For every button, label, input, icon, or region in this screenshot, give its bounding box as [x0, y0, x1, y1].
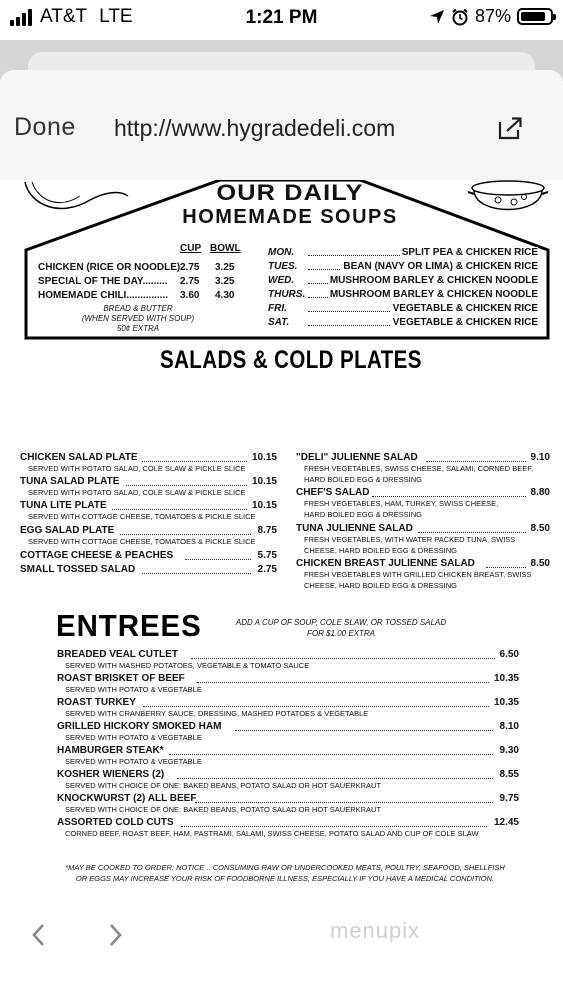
day-label: THURS.: [268, 289, 306, 300]
browser-toolbar: [0, 70, 563, 180]
disclaimer-line1: *MAY BE COOKED TO ORDER: NOTICE .. CONSUMING RAW OR UNDERCOOKED MEATS, POULTRY, SEAFOOD, SHELLFISH: [65, 863, 505, 872]
item-description: SERVED WITH COTTAGE CHEESE, TOMATOES & PICKLE SLICE: [28, 512, 256, 521]
chevron-left-icon[interactable]: [24, 920, 54, 950]
day-label: TUES.: [268, 261, 298, 272]
menu-item: [20, 564, 277, 575]
carrier-label: AT&T: [40, 6, 88, 27]
battery-percent: 87%: [474, 6, 511, 26]
network-label: LTE: [99, 6, 133, 27]
alarm-clock-icon: [451, 8, 469, 26]
menu-item: [296, 487, 550, 519]
share-icon[interactable]: [496, 114, 524, 142]
item-name: SMALL TOSSED SALAD: [20, 564, 136, 575]
menu-item: [296, 452, 550, 484]
daily-soup-row: [268, 289, 538, 303]
soup-cup-price: 2.75: [180, 262, 200, 273]
soup-item: [38, 290, 258, 304]
item-name: KNOCKWURST (2) ALL BEEF: [57, 793, 197, 804]
item-description: SERVED WITH MASHED POTATOES, VEGETABLE & TOMATO SAUCE: [65, 661, 310, 670]
item-name: CHICKEN BREAST JULIENNE SALAD: [296, 558, 475, 569]
day-label: WED.: [268, 275, 295, 286]
item-price: 6.50: [499, 649, 519, 660]
daily-soup-row: [268, 261, 538, 275]
item-price: 8.80: [530, 487, 550, 498]
item-description: FRESH VEGETABLES, SWISS CHEESE, SALAMI, CORNED BEEF,: [304, 464, 534, 473]
day-label: FRI.: [268, 303, 287, 314]
item-description: SERVED WITH CRANBERRY SAUCE, DRESSING, MASHED POTATOES & VEGETABLE: [65, 709, 369, 718]
item-name: GRILLED HICKORY SMOKED HAM: [57, 721, 222, 732]
item-description: SERVED WITH POTATO SALAD, COLE SLAW & PICKLE SLICE: [28, 488, 246, 497]
item-name: BREADED VEAL CUTLET: [57, 649, 178, 660]
soup-bowl-price: 3.25: [215, 262, 235, 273]
item-price: 10.35: [493, 697, 519, 708]
item-price: 2.75: [257, 564, 277, 575]
item-name: HAMBURGER STEAK*: [57, 745, 164, 756]
item-price: 9.10: [530, 452, 550, 463]
item-price: 12.45: [493, 817, 519, 828]
item-price: 8.50: [530, 558, 550, 569]
menupix-watermark: menupix: [330, 918, 421, 943]
cup-header: CUP: [180, 243, 202, 254]
salads-title: SALADS & COLD PLATES: [160, 346, 422, 374]
clock: 1:21 PM: [245, 7, 318, 28]
menu-item: [57, 745, 519, 766]
menu-item: [57, 697, 519, 718]
location-arrow-icon: [429, 9, 445, 25]
item-name: "DELI" JULIENNE SALAD: [296, 452, 418, 463]
item-price: 8.50: [530, 523, 550, 534]
soup-item: [38, 262, 258, 276]
menu-item: [57, 769, 519, 790]
menu-image: [20, 180, 550, 890]
item-name: ROAST TURKEY: [57, 697, 136, 708]
item-price: 8.10: [499, 721, 519, 732]
menu-item: [57, 673, 519, 694]
daily-soup-row: [268, 317, 538, 331]
daily-soup-row: [268, 275, 538, 289]
item-description: CHEESE, HARD BOILED EGG & DRESSING: [304, 581, 457, 590]
menu-item: [20, 452, 277, 473]
item-description: HARD BOILED EGG & DRESSING: [304, 475, 422, 484]
item-name: TUNA JULIENNE SALAD: [296, 523, 413, 534]
bread-note-price: 50¢ EXTRA: [116, 324, 160, 333]
spoon-decoration-icon: [20, 180, 130, 220]
item-description: CHEESE, HARD BOILED EGG & DRESSING: [304, 546, 457, 555]
browser-sheet: [0, 70, 563, 1000]
item-description: SERVED WITH COTTAGE CHEESE, TOMATOES & PICKLE SLICE: [28, 537, 256, 546]
item-price: 10.15: [251, 500, 277, 511]
soup-cup-price: 3.60: [180, 290, 200, 301]
menu-item: [20, 550, 277, 561]
day-soup: VEGETABLE & CHICKEN RICE: [392, 303, 538, 314]
entrees-note-line1: ADD A CUP OF SOUP, COLE SLAW, OR TOSSED SALAD: [235, 618, 447, 627]
item-price: 10.15: [251, 452, 277, 463]
item-name: CHICKEN SALAD PLATE: [20, 452, 138, 463]
day-soup: SPLIT PEA & CHICKEN RICE: [401, 247, 538, 258]
item-description: SERVED WITH CHOICE OF ONE: BAKED BEANS, POTATO SALAD OR HOT SAUERKRAUT: [65, 781, 382, 790]
item-description: SERVED WITH CHOICE OF ONE: BAKED BEANS, POTATO SALAD OR HOT SAUERKRAUT: [65, 805, 382, 814]
item-price: 5.75: [257, 550, 277, 561]
day-soup: MUSHROOM BARLEY & CHICKEN NOODLE: [329, 289, 538, 300]
day-label: SAT.: [268, 317, 290, 328]
day-soup: VEGETABLE & CHICKEN RICE: [392, 317, 538, 328]
item-name: CHEF'S SALAD: [296, 487, 370, 498]
soup-bowl-price: 3.25: [215, 276, 235, 287]
item-price: 8.75: [257, 525, 277, 536]
menu-item: [57, 793, 519, 814]
soup-bowl-price: 4.30: [215, 290, 235, 301]
item-description: SERVED WITH POTATO & VEGETABLE: [65, 757, 202, 766]
menu-item: [20, 476, 277, 497]
soups-title-line2: HOMEMADE SOUPS: [182, 206, 398, 228]
item-name: TUNA SALAD PLATE: [20, 476, 120, 487]
daily-soup-row: [268, 303, 538, 317]
item-price: 10.35: [493, 673, 519, 684]
item-description: FRESH VEGETABLES, WITH WATER PACKED TUNA, SWISS: [304, 535, 516, 544]
item-name: ROAST BRISKET OF BEEF: [57, 673, 185, 684]
food-safety-disclaimer: [20, 862, 550, 884]
disclaimer-line2: OR EGGS MAY INCREASE YOUR RISK OF FOODBORNE ILLNESS, ESPECIALLY IF YOU HAVE A MEDICAL CONDITION.: [75, 874, 495, 883]
item-name: TUNA LITE PLATE: [20, 500, 107, 511]
item-name: ASSORTED COLD CUTS: [57, 817, 174, 828]
day-label: MON.: [268, 247, 295, 258]
menu-item: [20, 500, 277, 521]
item-price: 8.55: [499, 769, 519, 780]
soups-section: [20, 180, 550, 340]
battery-fill: [521, 12, 545, 21]
soup-cup-price: 2.75: [180, 276, 200, 287]
menu-item: [296, 558, 550, 590]
item-name: COTTAGE CHEESE & PEACHES: [20, 550, 174, 561]
item-description: SERVED WITH POTATO & VEGETABLE: [65, 685, 202, 694]
chevron-right-icon[interactable]: [100, 920, 130, 950]
entrees-note-line2: FOR $1.00 EXTRA: [306, 629, 376, 638]
entrees-title: ENTREES: [56, 608, 202, 643]
item-description: SERVED WITH POTATO SALAD, COLE SLAW & PICKLE SLICE: [28, 464, 246, 473]
item-name: EGG SALAD PLATE: [20, 525, 115, 536]
bowl-header: BOWL: [210, 243, 241, 254]
soup-name: HOMEMADE CHILI...............: [38, 290, 169, 301]
menu-item: [57, 817, 519, 838]
daily-soup-row: [268, 247, 538, 261]
item-description: HARD BOILED EGG & DRESSING: [304, 510, 422, 519]
status-right-group: [429, 6, 553, 27]
day-soup: MUSHROOM BARLEY & CHICKEN NOODLE: [329, 275, 538, 286]
browser-bottom-bar: [0, 890, 563, 1000]
menu-item: [296, 523, 550, 555]
item-price: 9.30: [499, 745, 519, 756]
entrees-note: [226, 617, 456, 639]
bread-note-detail: (WHEN SERVED WITH SOUP): [81, 314, 195, 323]
bread-note: BREAD & BUTTER: [103, 304, 173, 313]
day-soup: BEAN (NAVY OR LIMA) & CHICKEN RICE: [343, 261, 538, 272]
soup-item: [38, 276, 258, 290]
item-price: 9.75: [499, 793, 519, 804]
battery-icon: [517, 8, 553, 25]
url-label[interactable]: http://www.hygradedeli.com: [114, 115, 396, 141]
item-description: CORNED BEEF, ROAST BEEF, HAM, PASTRAMI, SALAMI, SWISS CHEESE, POTATO SALAD AND CUP OF COLE SLAW: [65, 829, 479, 838]
item-price: 10.15: [251, 476, 277, 487]
item-name: KOSHER WIENERS (2): [57, 769, 165, 780]
menu-item: [57, 721, 519, 742]
item-description: SERVED WITH POTATO & VEGETABLE: [65, 733, 202, 742]
soup-name: CHICKEN (RICE OR NOODLE)..: [38, 262, 186, 273]
status-bar: [0, 0, 563, 40]
item-description: FRESH VEGETABLES WITH GRILLED CHICKEN BREAST, SWISS: [304, 570, 532, 579]
soups-title-line1: OUR DAILY: [216, 180, 364, 205]
soup-name: SPECIAL OF THE DAY.........: [38, 276, 168, 287]
soup-pot-icon: [468, 180, 548, 226]
menu-item: [20, 525, 277, 546]
menu-item: [57, 649, 519, 670]
item-description: FRESH VEGETABLES, HAM, TURKEY, SWISS CHEESE,: [304, 499, 499, 508]
done-button[interactable]: Done: [14, 113, 76, 141]
